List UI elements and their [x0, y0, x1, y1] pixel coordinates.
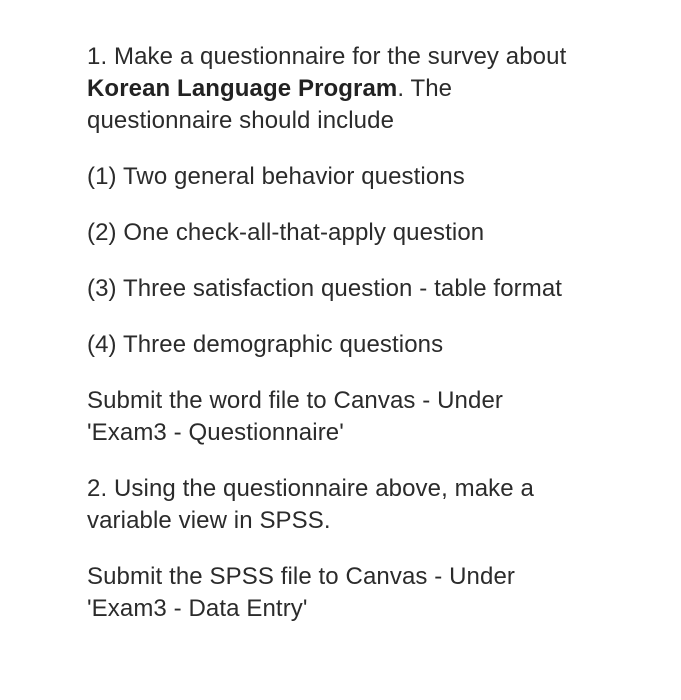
requirement-item-4: (4) Three demographic questions — [87, 331, 444, 358]
requirement-item-3: (3) Three satisfaction question - table format — [87, 275, 563, 302]
requirement-item-1: (1) Two general behavior questions — [87, 163, 465, 190]
question-1-text-end: . The questionnaire should include — [87, 75, 453, 134]
document-body — [87, 41, 567, 649]
submission-instruction-2: Submit the SPSS file to Canvas - Under 'Exam3 - Data Entry' — [87, 563, 515, 622]
requirement-item-2: (2) One check-all-that-apply question — [87, 219, 485, 246]
question-1-text-start: 1. Make a questionnaire for the survey about — [87, 43, 567, 70]
submission-instruction-1: Submit the word file to Canvas - Under 'Exam3 - Questionnaire' — [87, 387, 503, 446]
program-name: Korean Language Program — [87, 75, 398, 102]
question-1-intro — [87, 41, 567, 137]
question-2: 2. Using the questionnaire above, make a variable view in SPSS. — [87, 475, 534, 534]
